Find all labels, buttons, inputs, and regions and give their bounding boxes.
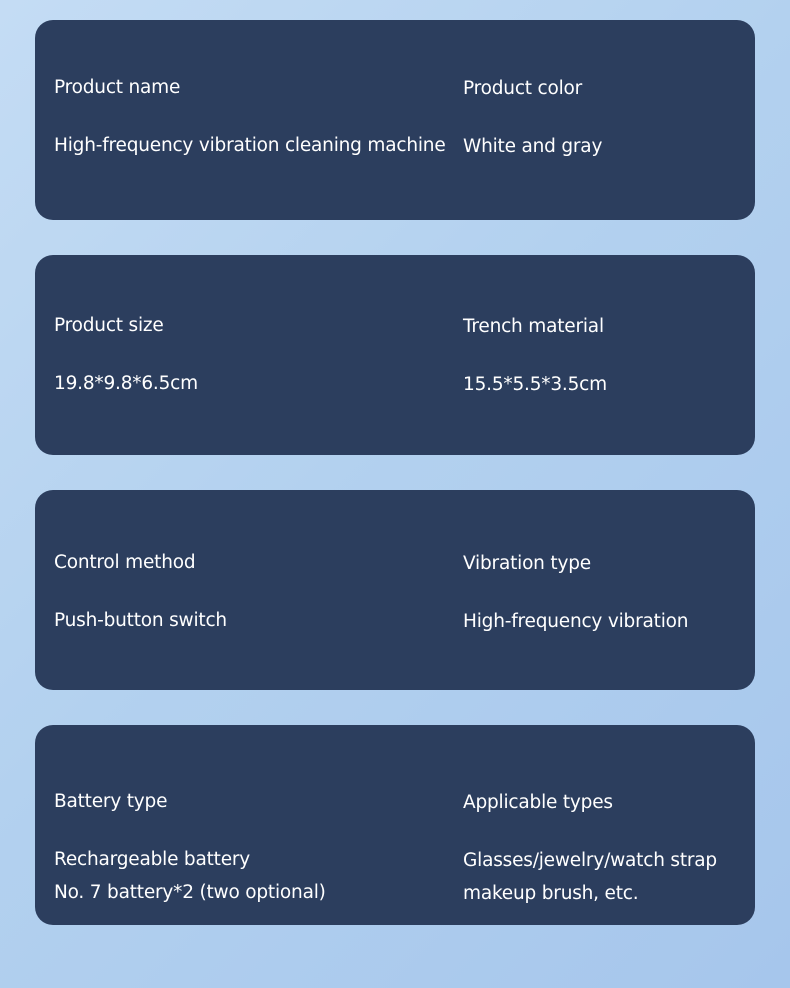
spec-label: Product color	[463, 78, 583, 99]
spec-battery-type	[54, 790, 459, 909]
spec-label: Trench material	[463, 316, 604, 337]
spec-value-line: White and gray	[463, 136, 603, 157]
spec-value	[463, 130, 743, 163]
spec-value	[463, 844, 743, 910]
spec-card-size	[35, 255, 755, 455]
spec-control-method	[54, 551, 459, 637]
spec-product-name	[54, 76, 459, 162]
spec-value-line: makeup brush, etc.	[463, 883, 639, 904]
spec-label: Battery type	[54, 791, 168, 812]
spec-value-line: 15.5*5.5*3.5cm	[463, 374, 607, 395]
spec-value	[463, 368, 743, 401]
spec-value	[463, 605, 743, 638]
spec-card-control	[35, 490, 755, 690]
spec-value-line: 19.8*9.8*6.5cm	[54, 373, 198, 394]
spec-label: Applicable types	[463, 792, 613, 813]
spec-label: Product size	[54, 315, 164, 336]
spec-label: Product name	[54, 77, 181, 98]
spec-value-line: High-frequency vibration cleaning machine	[54, 135, 446, 156]
spec-value-line: Glasses/jewelry/watch strap	[463, 850, 717, 871]
spec-value	[54, 367, 459, 400]
spec-value-line: No. 7 battery*2 (two optional)	[54, 882, 326, 903]
spec-trench-material	[463, 315, 743, 401]
spec-value-line: Rechargeable battery	[54, 849, 251, 870]
spec-value	[54, 604, 459, 637]
spec-card-battery	[35, 725, 755, 925]
spec-product-size	[54, 314, 459, 400]
spec-value-line: High-frequency vibration	[463, 611, 689, 632]
spec-value	[54, 129, 459, 162]
spec-card-product	[35, 20, 755, 220]
spec-value	[54, 843, 459, 909]
spec-label: Control method	[54, 552, 196, 573]
spec-product-color	[463, 77, 743, 163]
spec-applicable-types	[463, 791, 743, 910]
spec-label: Vibration type	[463, 553, 591, 574]
spec-vibration-type	[463, 552, 743, 638]
spec-value-line: Push-button switch	[54, 610, 227, 631]
